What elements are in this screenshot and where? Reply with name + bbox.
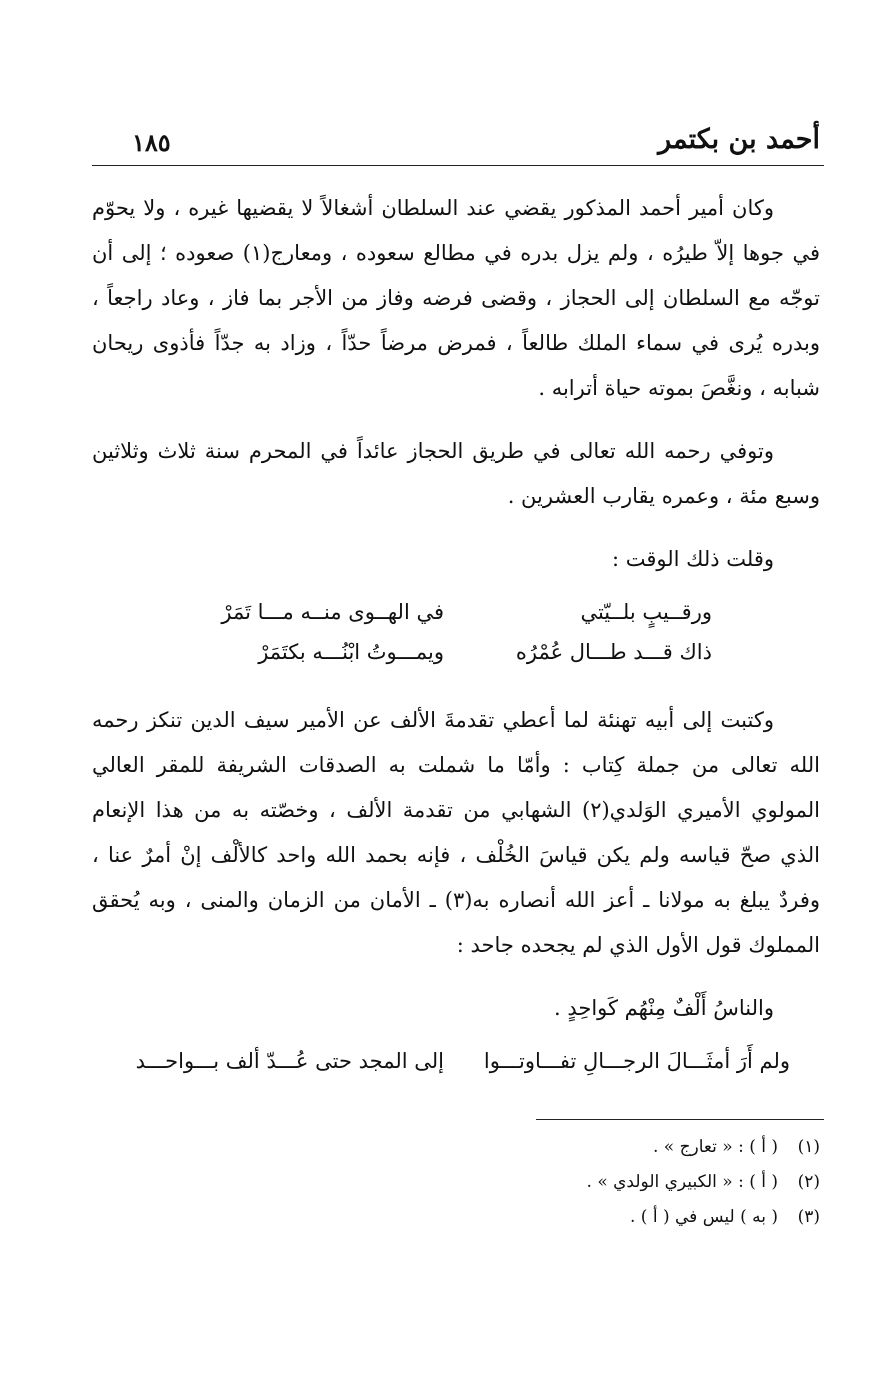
verse-hemistich-first: ولم أَرَ أمثَـــالَ الرجـــالِ تفـــاوتـــوا [483,1049,790,1073]
verse-hemistich-second: إلى المجد حتى عُـــدّ ألف بـــواحـــد [135,1049,444,1073]
footnote-text: ( أ ) : « الكبيري الولدي » . [586,1172,778,1192]
footnote [92,1165,820,1200]
verse-line [92,600,820,640]
footnote [92,1200,820,1235]
footnote-text: ( أ ) : « تعارج » . [652,1137,778,1157]
page-body [92,186,820,1105]
header-rule [92,165,824,166]
footnote-number: (٢) [797,1172,820,1192]
footnote-number: (٣) [797,1207,820,1227]
poem-verse [92,1049,820,1105]
verse-hemistich-first: ورقــيبٍ بلــيّتي [580,600,712,624]
verse-intro: وقلت ذلك الوقت : [611,547,774,571]
verse-hemistich-second: في الهــوى منــه مـــا تَمَرْ [221,600,444,624]
page-header [92,124,820,168]
verse-hemistich-second: ويمـــوتُ ابْنُـــه بكتَمَرْ [258,640,444,664]
poem-verse [92,594,820,682]
paragraph: وكان أمير أحمد المذكور يقضي عند السلطان أشغالاً لا يقضيها غيره ، ولا يحوّم في جوها إلاّ طيرُه ، ولم يزل بدره في مطالع سعوده ، ومعارج(١) صعوده ؛ إلى أن توجّه مع السلطان إلى الحجاز ، وقضى فرضه وفاز من الأجر بما فاز ، وعاد راجعاً ، وبدره يُرى في سماء الملك طالعاً ، فمرض مرضاً حدّاً ، وزاد به جدّاً فأذوى ريحان شبابه ، ونغَّصَ بموته حياة أترابه . [92,196,820,400]
footnotes [92,1130,820,1235]
verse-line [92,640,820,680]
footnote [92,1130,820,1165]
paragraph: وكتبت إلى أبيه تهنئة لما أعطي تقدمةَ الألف عن الأمير سيف الدين تنكز رحمه الله تعالى من جملة كِتاب : وأمّا ما شملت به الصدقات الشريفة للمقر العالي المولوي الأميري الوَلدي(٢) الشهابي من تقدمة الألف ، وخصّته به من هذا الإنعام الذي صحّ قياسه ولم يكن قياسَ الخُلْف ، فإنه بحمد الله واحد كالألْف إنْ أمرٌ عنا ، وفردٌ يبلغ به مولانا ـ أعز الله أنصاره به(٣) ـ الأمان من الزمان والمنى ، وبه يُحقق المملوك قول الأول الذي لم يجحده جاحد : [92,708,821,957]
footnote-number: (١) [797,1137,820,1157]
verse-hemistich-first: ذاك قـــد طـــال عُمْرُه [515,640,712,664]
footnote-rule [536,1119,824,1120]
footnote-text: ( به ) ليس في ( أ ) . [629,1207,778,1227]
quote-line: والناسُ أَلْفٌ مِنْهُم كَواحِدٍ . [553,996,774,1020]
page-number: ١٨٥ [132,128,171,157]
paragraph: وتوفي رحمه الله تعالى في طريق الحجاز عائداً في المحرم سنة ثلاث وثلاثين وسبع مئة ، وعمره يقارب العشرين . [92,439,820,508]
running-title: أحمد بن بكتمر [658,124,820,155]
